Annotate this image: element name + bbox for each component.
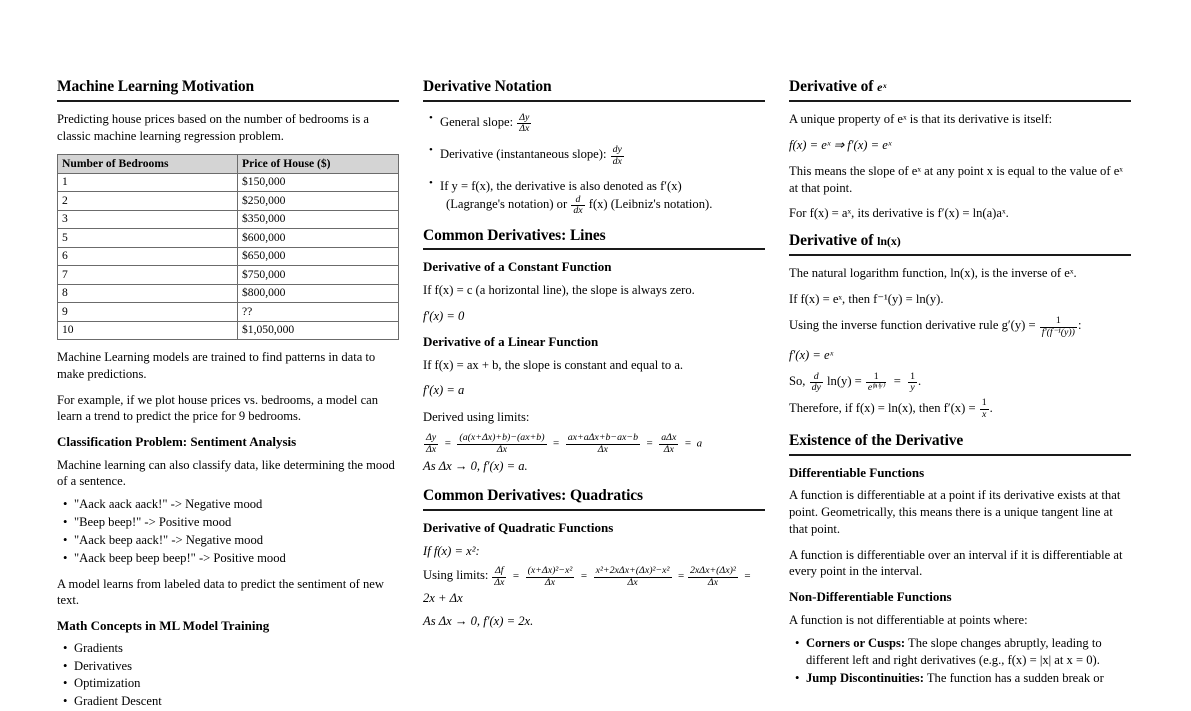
text-derivative-denoted: If y = f(x), the derivative is also denoted as f′(x) — [440, 179, 682, 194]
heading-differentiable-functions: Differentiable Functions — [789, 464, 925, 480]
text-ex-intro: A unique property of eˣ is that its derivative is itself: — [789, 111, 1053, 126]
text-inverse-rule: Using the inverse function derivative rule g′(y) = $\frac{1}{\text{f′(f⁻¹(y))}}$ : — [789, 315, 1082, 338]
heading-existence-of-derivative: Existence of the Derivative — [789, 432, 1131, 456]
heading-constant-function: Derivative of a Constant Function — [423, 259, 612, 275]
text-quadratic-if: If f(x) = x²: — [423, 543, 480, 558]
text-ln-inverse: If f(x) = eˣ, then f⁻¹(y) = ln(y). — [789, 291, 944, 306]
heading-derivative-notation: Derivative Notation — [423, 78, 765, 102]
cell-price: $350,000 — [238, 210, 399, 228]
fraction-step-3: $\frac{\text{aΔx}}{\Delta x}$ — [661, 432, 677, 455]
cell-bedrooms: 3 — [58, 210, 238, 228]
fraction-one-over-y: $\frac{1}{y}$ — [910, 370, 916, 394]
label-derived-using-limits: Derived using limits: — [423, 409, 530, 424]
equation-ex-derivative: f(x) = eˣ ⇒ f′(x) = eˣ — [789, 137, 892, 152]
equation-linear-derivative: f′(x) = a — [423, 383, 465, 398]
equation-f-prime-ex: f′(x) = eˣ — [789, 347, 834, 362]
fraction-step-1: $\frac{(a(x+\Delta x)+b)-(ax+b)}{\Delta x}$ — [459, 432, 545, 455]
list-item: • Optimization — [74, 675, 399, 692]
intro-paragraph: Predicting house prices based on the number of bedrooms is a classic machine learning regression problem. — [57, 111, 369, 143]
text-quadratic-limit-conclusion: As Δx → 0, f′(x) = 2x. — [423, 614, 534, 629]
fraction-one-over-e-ln-y: $\frac{1}{\text{eᶠⁿ⁽ʸ⁾}}$ — [867, 370, 885, 394]
table-row — [58, 229, 399, 247]
table-row — [58, 173, 399, 191]
text-ax-general: For f(x) = aˣ, its derivative is f′(x) = ln(a)aˣ. — [789, 206, 1009, 221]
table-row — [58, 210, 399, 228]
table-row — [58, 303, 399, 321]
table-header-row — [58, 155, 399, 173]
equation-linear-limit-derivation: $\frac{\Delta y}{\Delta x}$ = $\frac{(a(x+\Delta x)+b)-(ax+b)}{\Delta x}$ = $\frac{\text{ax+aΔx+b−ax−b}}{\Delta x}$ = $\frac{\text{aΔx}}{\Delta x}$ = a — [426, 432, 703, 455]
list-item-lagrange-leibniz — [440, 178, 765, 217]
column-exponential-log — [789, 78, 1131, 711]
table-row — [58, 266, 399, 284]
table-row — [58, 284, 399, 302]
column-machine-learning — [57, 78, 399, 711]
cell-bedrooms: 5 — [58, 229, 238, 247]
cell-bedrooms: 2 — [58, 192, 238, 210]
text-constant-function: If f(x) = c (a horizontal line), the slope is always zero. — [423, 282, 695, 297]
text-linear-function: If f(x) = ax + b, the slope is constant and equal to a. — [423, 357, 684, 372]
notation-list — [423, 113, 765, 217]
heading-common-derivatives-quadratics: Common Derivatives: Quadratics — [423, 487, 765, 511]
fraction-delta-y-delta-x: $\frac{\Delta y}{\Delta x}$ — [519, 111, 530, 135]
cell-bedrooms: 8 — [58, 284, 238, 302]
equation-quadratic-limit-derivation: Using limits: $\frac{\Delta f}{\Delta x}$ = $\frac{\text{(x+Δx)²−x²}}{\Delta x}$ = $\frac{\text{x²+2xΔx+(Δx)²−x²}}{\Delta x}$ = $\frac{\text{2xΔx+(Δx)²}}{\Delta x}$ = 2x + Δx — [423, 565, 754, 605]
cell-price: $250,000 — [238, 192, 399, 210]
fraction-quad-step-3: $\frac{\text{2xΔx+(Δx)²}}{\Delta x}$ — [689, 565, 736, 588]
list-item: • Derivatives — [74, 658, 399, 675]
list-item-instantaneous-slope — [440, 145, 765, 167]
column-header-bedrooms: Number of Bedrooms — [58, 155, 238, 173]
fraction-dy-dx: $\frac{dy}{dx}$ — [612, 144, 622, 167]
table-row — [58, 321, 399, 339]
term-jump-discontinuities: Jump Discontinuities: — [806, 671, 924, 686]
cell-price-unknown: ?? — [238, 303, 399, 321]
table-row — [58, 247, 399, 265]
fraction-step-2: $\frac{\text{ax+aΔx+b−ax−b}}{\Delta x}$ — [567, 432, 639, 455]
fraction-quad-step-2: $\frac{\text{x²+2xΔx+(Δx)²−x²}}{\Delta x}$ — [595, 565, 670, 588]
text-jump-discontinuities: The function has a sudden break or — [926, 671, 1104, 686]
equation-constant-derivative: f′(x) = 0 — [423, 308, 465, 323]
math-concepts-list — [57, 640, 399, 711]
heading-math-concepts: Math Concepts in ML Model Training — [57, 618, 270, 634]
cell-price: $150,000 — [238, 173, 399, 191]
fraction-d-dy: $\frac{d}{dy}$ — [811, 370, 821, 394]
fraction-quad-step-1: $\frac{\text{(x+Δx)²−x²}}{\Delta x}$ — [527, 565, 573, 588]
column-derivative-notation — [423, 78, 765, 711]
text-differentiable-interval: A function is differentiable over an interval if it is differentiable at every point in the interval. — [789, 547, 1123, 579]
heading-linear-function: Derivative of a Linear Function — [423, 333, 599, 349]
paragraph-models-trained: Machine Learning models are trained to find patterns in data to make predictions. — [57, 350, 376, 381]
paragraph-classification-intro: Machine learning can also classify data, like determining the mood of a sentence. — [57, 457, 395, 489]
list-item: • Gradients — [74, 640, 399, 657]
text-corners-cusps: The slope changes abruptly, leading to different left and right derivatives (e.g., f(x) = |x| at x = 0). — [806, 636, 1102, 668]
cell-bedrooms: 9 — [58, 303, 238, 321]
cell-price: $600,000 — [238, 229, 399, 247]
list-item: • "Aack aack aack!" -> Negative mood — [74, 496, 399, 513]
list-item: • Gradient Descent — [74, 693, 399, 710]
heading-non-differentiable-functions: Non-Differentiable Functions — [789, 589, 952, 605]
cell-price: $800,000 — [238, 284, 399, 302]
column-header-price: Price of House ($) — [238, 155, 399, 173]
heading-derivative-of-lnx: Derivative of ln(x) — [789, 232, 1131, 256]
heading-classification-problem: Classification Problem: Sentiment Analysis — [57, 434, 297, 450]
list-item-general-slope — [440, 113, 765, 135]
label-general-slope: General slope: — [440, 115, 514, 130]
text-ex-meaning: This means the slope of eˣ at any point x is equal to the value of eˣ at that point. — [789, 163, 1123, 195]
page-title: Machine Learning Motivation — [57, 78, 399, 102]
list-item-corners-cusps — [806, 635, 1131, 669]
equation-ln-derivative-conclusion: Therefore, if f(x) = ln(x), then f′(x) = $\frac{1}{x}$ . — [789, 397, 993, 420]
cell-bedrooms: 7 — [58, 266, 238, 284]
label-using-limits: Using limits: — [423, 568, 489, 583]
cell-price: $750,000 — [238, 266, 399, 284]
list-item-jump-discontinuities — [806, 670, 1131, 687]
fraction-one-over-x: $\frac{1}{x}$ — [981, 397, 987, 420]
result-a: a — [696, 437, 703, 450]
list-item: • "Aack beep aack!" -> Negative mood — [74, 532, 399, 549]
text-non-differentiable-intro: A function is not differentiable at points where: — [789, 612, 1028, 627]
paragraph-example-plot: For example, if we plot house prices vs. bedrooms, a model can learn a trend to predict the price for 9 bedrooms. — [57, 392, 379, 424]
non-differentiable-list — [789, 635, 1131, 687]
list-item: • "Beep beep!" -> Positive mood — [74, 514, 399, 531]
text-differentiable-point: A function is differentiable at a point if its derivative exists at that point. Geometrically, this means there is a unique tangent line at that point. — [789, 488, 1121, 536]
heading-derivative-of-ex: Derivative of eˣ — [789, 78, 1131, 102]
heading-common-derivatives-lines: Common Derivatives: Lines — [423, 227, 765, 251]
cell-price: $650,000 — [238, 247, 399, 265]
math-e-to-x: eˣ — [877, 80, 887, 94]
fraction-d-dx: $\frac{d}{dx}$ — [573, 193, 583, 217]
list-item: • "Aack beep beep beep!" -> Positive mood — [74, 550, 399, 567]
term-corners-cusps: Corners or Cusps: — [806, 636, 906, 651]
fraction-delta-f-delta-x: $\frac{\Delta f}{\Delta x}$ — [494, 565, 505, 588]
cell-bedrooms: 1 — [58, 173, 238, 191]
table-row — [58, 192, 399, 210]
label-instantaneous-slope: Derivative (instantaneous slope): — [440, 147, 607, 162]
result-2x-plus-delta-x: 2x + Δx — [423, 590, 463, 605]
cell-bedrooms: 10 — [58, 321, 238, 339]
text-ln-intro: The natural logarithm function, ln(x), is the inverse of eˣ. — [789, 265, 1077, 280]
cell-price: $1,050,000 — [238, 321, 399, 339]
sentiment-example-list — [57, 496, 399, 567]
paragraph-model-learns: A model learns from labeled data to predict the sentiment of new text. — [57, 576, 384, 608]
fraction-delta-y-delta-x: $\frac{\Delta y}{\Delta x}$ — [426, 432, 437, 455]
house-price-table — [57, 154, 399, 340]
fraction-inverse-rule: $\frac{1}{\text{f′(f⁻¹(y))}}$ — [1041, 315, 1075, 338]
text-linear-limit-conclusion: As Δx → 0, f′(x) = a. — [423, 459, 528, 474]
cell-bedrooms: 6 — [58, 247, 238, 265]
text-notation-names: (Lagrange's notation) or $\frac{d}{dx}$ f(x) (Leibniz's notation). — [446, 193, 713, 217]
heading-quadratic-functions: Derivative of Quadratic Functions — [423, 520, 614, 536]
equation-d-dy-ln-y: So, $\frac{d}{dy}$ ln(y) = $\frac{1}{\text{eᶠⁿ⁽ʸ⁾}}$ = $\frac{1}{y}$ . — [789, 370, 922, 394]
math-ln-x: ln(x) — [877, 234, 901, 248]
